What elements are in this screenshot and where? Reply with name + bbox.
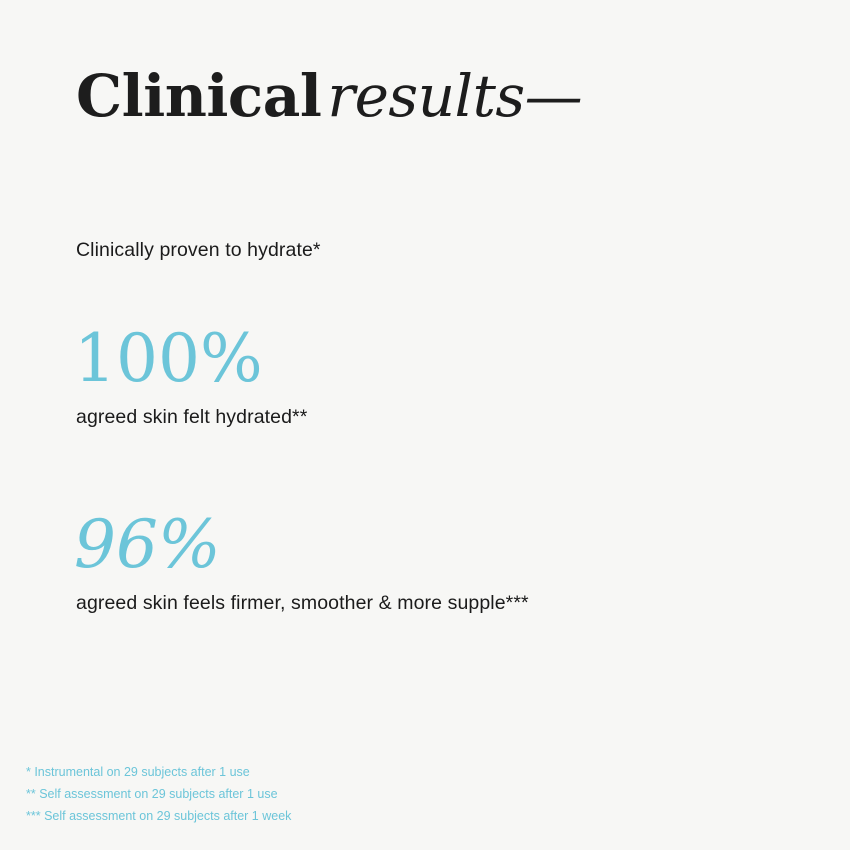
page-title [76, 62, 581, 130]
stat-caption-hydrated: agreed skin felt hydrated** [76, 406, 308, 428]
footnote-2: ** Self assessment on 29 subjects after 1 use [26, 786, 278, 801]
footnote-1: * Instrumental on 29 subjects after 1 use [26, 765, 250, 779]
stat-value-firmer: 96% [74, 506, 221, 583]
page-title-dash: — [524, 62, 581, 130]
footnote-3: *** Self assessment on 29 subjects after 1 week [26, 808, 292, 823]
footnotes [26, 762, 291, 828]
page-title-roman: Clinical [76, 62, 322, 130]
stat-block-hydrated [74, 320, 308, 429]
page-title-italic: results [327, 62, 525, 130]
stat-block-firmer [74, 506, 529, 615]
intro-text: Clinically proven to hydrate* [76, 239, 321, 261]
stat-value-hydrated: 100% [74, 320, 263, 397]
stat-caption-firmer: agreed skin feels firmer, smoother & more supple*** [76, 592, 529, 614]
